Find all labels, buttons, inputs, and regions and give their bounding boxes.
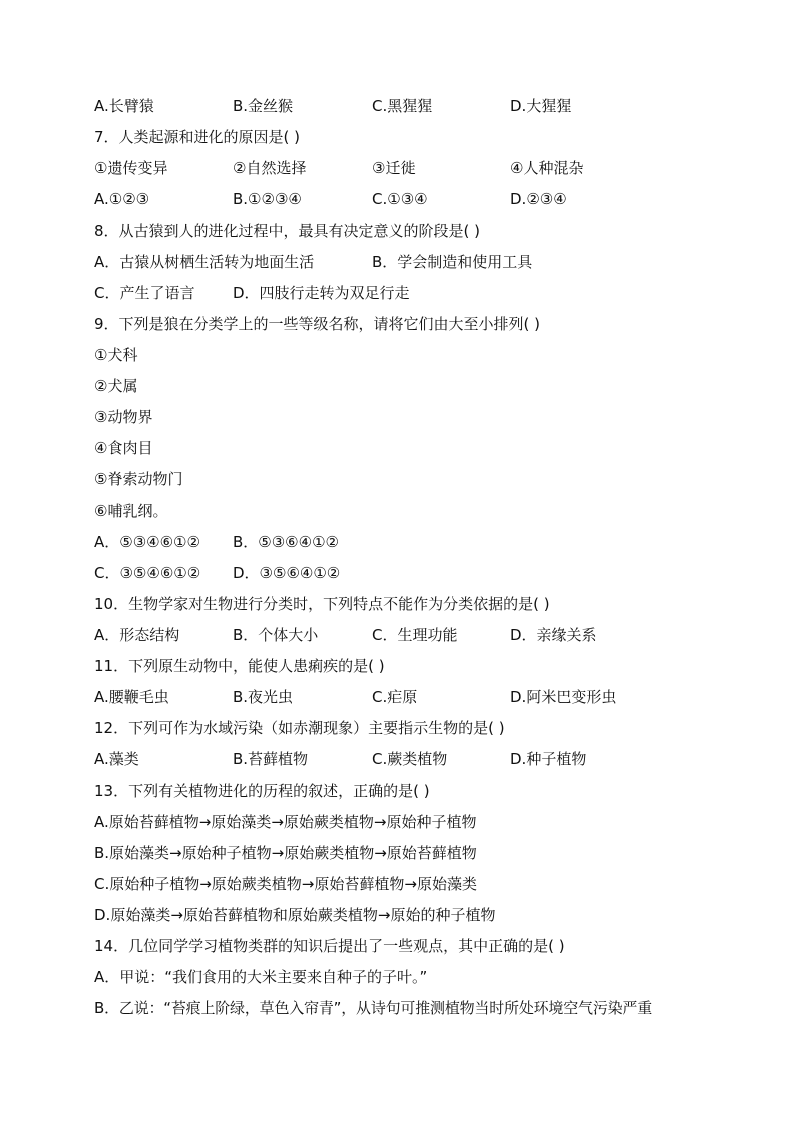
- q7-item-1: ①遗传变异: [94, 159, 168, 177]
- q9-option-d[interactable]: D．③⑤⑥④①②: [233, 564, 341, 582]
- q9-option-c[interactable]: C．③⑤④⑥①②: [94, 564, 201, 582]
- q6-option-a[interactable]: A.长臂猿: [94, 97, 154, 115]
- q11-option-b[interactable]: B.夜光虫: [233, 688, 294, 706]
- q10-option-c[interactable]: C．生理功能: [372, 626, 458, 644]
- q11-option-d[interactable]: D.阿米巴变形虫: [510, 688, 617, 706]
- q13-option-a[interactable]: A.原始苔藓植物→原始藻类→原始蕨类植物→原始种子植物: [94, 813, 477, 831]
- q9-stem: 9．下列是狼在分类学上的一些等级名称，请将它们由大至小排列( ): [94, 315, 541, 333]
- q8-stem: 8．从古猿到人的进化过程中，最具有决定意义的阶段是( ): [94, 222, 481, 240]
- q6-option-d[interactable]: D.大猩猩: [510, 97, 572, 115]
- q7-item-3: ③迁徙: [372, 159, 416, 177]
- q14-stem: 14．几位同学学习植物类群的知识后提出了一些观点，其中正确的是( ): [94, 937, 565, 955]
- q6-option-b[interactable]: B.金丝猴: [233, 97, 294, 115]
- q13-stem: 13．下列有关植物进化的历程的叙述，正确的是( ): [94, 782, 430, 800]
- q12-stem: 12．下列可作为水域污染（如赤潮现象）主要指示生物的是( ): [94, 719, 505, 737]
- q7-option-c[interactable]: C.①③④: [372, 190, 428, 208]
- q9-option-a[interactable]: A．⑤③④⑥①②: [94, 533, 200, 551]
- q12-option-c[interactable]: C.蕨类植物: [372, 750, 448, 768]
- q8-option-a[interactable]: A．古猿从树栖生活转为地面生活: [94, 253, 315, 271]
- q8-option-c[interactable]: C．产生了语言: [94, 284, 195, 302]
- q9-item-4: ④食肉目: [94, 439, 153, 457]
- q7-option-b[interactable]: B.①②③④: [233, 190, 302, 208]
- q14-option-b[interactable]: B．乙说：“苔痕上阶绿，草色入帘青”，从诗句可推测植物当时所处环境空气污染严重: [94, 999, 653, 1017]
- q13-option-d[interactable]: D.原始藻类→原始苔藓植物和原始蕨类植物→原始的种子植物: [94, 906, 496, 924]
- q10-option-b[interactable]: B．个体大小: [233, 626, 319, 644]
- q10-option-a[interactable]: A．形态结构: [94, 626, 180, 644]
- q9-option-b[interactable]: B．⑤③⑥④①②: [233, 533, 339, 551]
- q12-option-d[interactable]: D.种子植物: [510, 750, 587, 768]
- q10-stem: 10．生物学家对生物进行分类时，下列特点不能作为分类依据的是( ): [94, 595, 550, 613]
- q14-option-a[interactable]: A．甲说：“我们食用的大米主要来自种子的子叶。”: [94, 968, 428, 986]
- q9-item-3: ③动物界: [94, 408, 153, 426]
- q11-stem: 11．下列原生动物中，能使人患痢疾的是( ): [94, 657, 385, 675]
- q7-item-4: ④人种混杂: [510, 159, 584, 177]
- q7-option-d[interactable]: D.②③④: [510, 190, 567, 208]
- q9-item-6: ⑥哺乳纲。: [94, 502, 168, 520]
- q12-option-a[interactable]: A.藻类: [94, 750, 139, 768]
- q7-item-2: ②自然选择: [233, 159, 307, 177]
- q8-option-d[interactable]: D．四肢行走转为双足行走: [233, 284, 410, 302]
- q7-option-a[interactable]: A.①②③: [94, 190, 150, 208]
- q12-option-b[interactable]: B.苔藓植物: [233, 750, 309, 768]
- q7-stem: 7．人类起源和进化的原因是( ): [94, 128, 301, 146]
- q13-option-b[interactable]: B.原始藻类→原始种子植物→原始蕨类植物→原始苔藓植物: [94, 844, 477, 862]
- q9-item-2: ②犬属: [94, 377, 138, 395]
- q9-item-5: ⑤脊索动物门: [94, 470, 183, 488]
- q13-option-c[interactable]: C.原始种子植物→原始蕨类植物→原始苔藓植物→原始藻类: [94, 875, 477, 893]
- q8-option-b[interactable]: B．学会制造和使用工具: [372, 253, 533, 271]
- q11-option-c[interactable]: C.疟原: [372, 688, 418, 706]
- q9-item-1: ①犬科: [94, 346, 138, 364]
- q11-option-a[interactable]: A.腰鞭毛虫: [94, 688, 169, 706]
- q6-option-c[interactable]: C.黑猩猩: [372, 97, 433, 115]
- q10-option-d[interactable]: D．亲缘关系: [510, 626, 597, 644]
